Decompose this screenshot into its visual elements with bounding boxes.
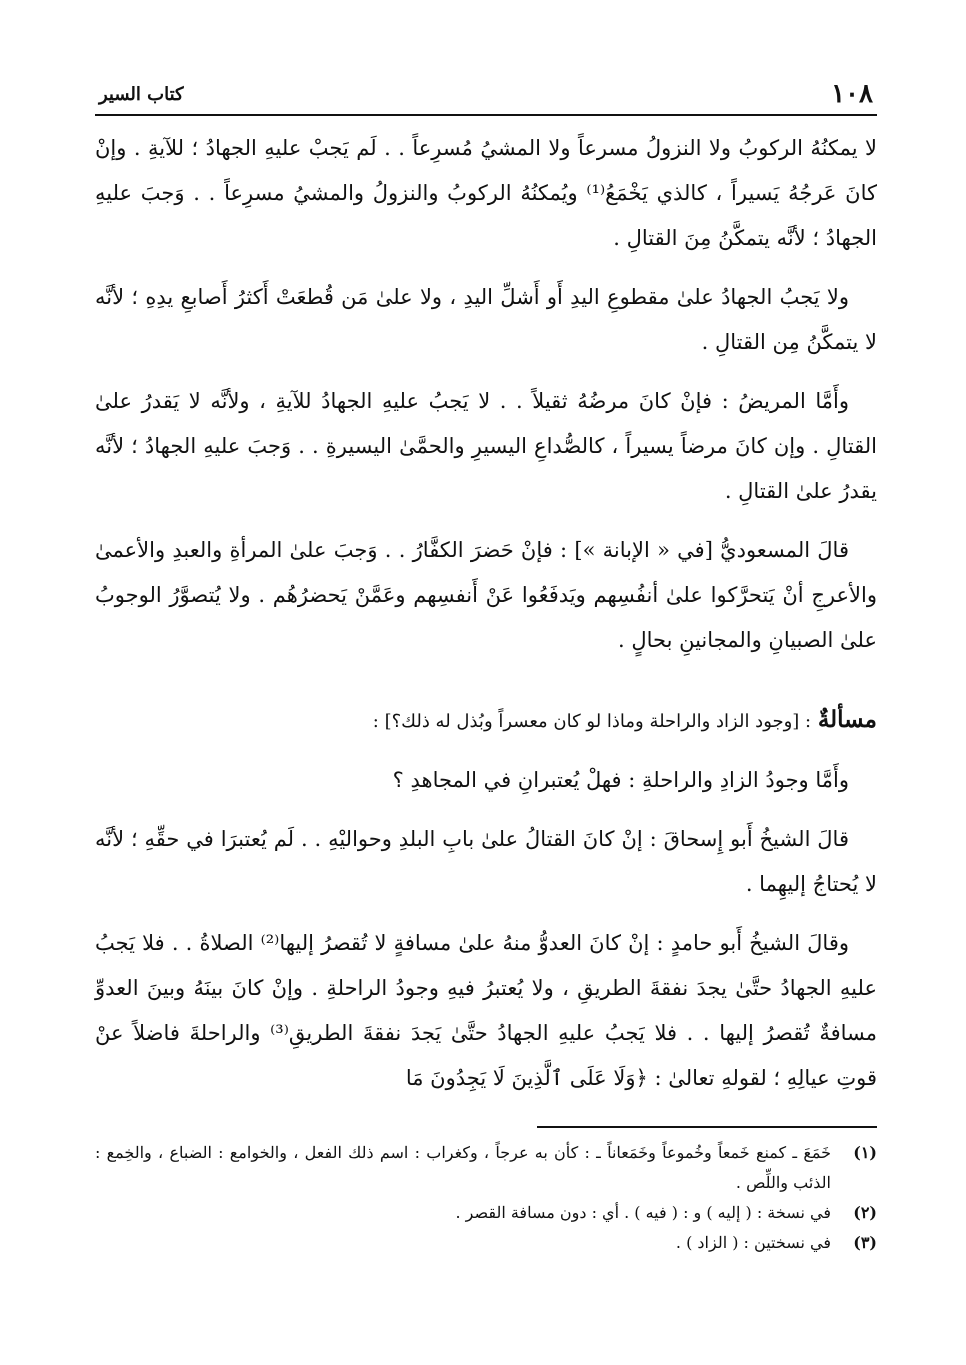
paragraph: وأَمَّا المريضُ : فإنْ كانَ مرضُهُ ثقيلاً . . لا يَجبُ عليهِ الجهادُ للآيةِ ، ولأنَّه لا يَقدرُ علىٰ القتالِ . وإن كانَ مرضاً يسيراً ، كالصُّداعِ اليسيرِ والحمَّىٰ اليسيرةِ . . وَجبَ عليهِ الجهادُ ؛ لأنَّه يقدرُ علىٰ القتالِ . xyxy=(95,389,877,503)
footnote-text: خَمَعَ ـ كمنع خَمعاً وخُموعاً وخَمَعاناً ـ : كأن به عرجاً ، وكغراب : اسم ذلك الفعل ، والخوامع : الضباع ، والخِمع : الذئب واللِّص . xyxy=(95,1143,831,1192)
running-title: كتاب السير xyxy=(99,84,184,105)
footnote xyxy=(95,1198,877,1228)
paragraph: وقالَ الشيخُ أَبو حامدٍ : إنْ كانَ العدوُّ منهُ علىٰ مسافةٍ لا تُقصرُ إليها⁽²⁾ الصلاةُ . . فلا يَجبُ عليهِ الجهادُ حتَّىٰ يجدَ نفقةَ الطريقِ ، ولا يُعتبرُ فيهِ وجودُ الراحلةِ . وإنْ كانَ بينَهُ وبينَ العدوِّ مسافةٌ تُقصرُ إليها . . فلا يَجبُ عليهِ الجهادُ حتَّىٰ يَجدَ نفقةَ الطريقِ⁽³⁾ والراحلةَ فاضلاً عنْ قوتِ عيالِهِ ؛ لقولهِ تعالىٰ : ﴿وَلَا عَلَى ٱلَّذِينَ لَا يَجِدُونَ مَا xyxy=(95,931,877,1090)
masala-topic: : [وجود الزاد والراحلة وماذا لو كان معسراً وبُذل له ذلك؟] : xyxy=(372,711,812,732)
footnote xyxy=(95,1138,877,1198)
book-page xyxy=(95,78,877,1338)
footnote-divider xyxy=(537,1126,877,1128)
footnote xyxy=(95,1228,877,1258)
footnote-text: في نسختين : ( الزاد ) . xyxy=(675,1233,831,1252)
footnote-number: (٣) xyxy=(853,1233,877,1252)
footnote-number: (٢) xyxy=(853,1203,877,1222)
page-header xyxy=(95,78,877,116)
footnote-text: في نسخة : ( إليه ) و : ( فيه ) . أي : دون مسافة القصر . xyxy=(455,1203,831,1222)
paragraph: قالَ المسعوديُّ [في « الإبانة »] : فإنْ حَضرَ الكفَّارُ . . وَجبَ علىٰ المرأةِ والعبدِ والأعمىٰ والأعرجِ أنْ يَتحرَّكوا علىٰ أنفُسِهم ويَدفَعُوا عَنْ أَنفسِهم وعَمَّنْ يَحضرُهُم . ولا يُتصوَّرُ الوجوبُ علىٰ الصبيانِ والمجانينِ بحالٍ . xyxy=(95,538,877,652)
paragraph: لا يمكنُهُ الركوبُ ولا النزولُ مسرعاً ولا المشيُ مُسرِعاً . . لَم يَجبْ عليهِ الجهادُ ؛ للآيةِ . وإنْ كانَ عَرجُهُ يَسيراً ، كالذي يَخْمَعُ⁽¹⁾ ويُمكنُهُ الركوبُ والنزولُ والمشيُ مسرِعاً . . وَجبَ عليهِ الجهادُ ؛ لأنَّه يتمكَّنُ مِنَ القتالِ . xyxy=(95,136,878,250)
paragraph: ولا يَجبُ الجهادُ علىٰ مقطوعِ اليدِ أَو أَشلِّ اليدِ ، ولا علىٰ مَن قُطعَتْ أَكثرُ أَصابعِ يدِهِ ؛ لأنَّه لا يتمكَّنُ مِن القتالِ . xyxy=(95,285,877,354)
page-number: ١٠٨ xyxy=(831,79,873,109)
footnote-number: (١) xyxy=(853,1143,877,1162)
paragraph: وأَمَّا وجودُ الزادِ والراحلةِ : فهلْ يُعتبرانِ في المجاهدِ ؟ xyxy=(392,768,849,792)
masala-heading xyxy=(95,697,877,744)
main-text xyxy=(95,126,877,1115)
masala-label: مسألةٌ xyxy=(817,706,877,733)
paragraph: قالَ الشيخُ أَبو إِسحاقَ : إنْ كانَ القتالُ علىٰ بابِ البلدِ وحواليْهِ . . لَم يُعتبرَا في حقِّهِ ؛ لأنَّه لا يُحتاجُ إليهِما . xyxy=(95,827,877,896)
footnotes xyxy=(95,1138,877,1258)
